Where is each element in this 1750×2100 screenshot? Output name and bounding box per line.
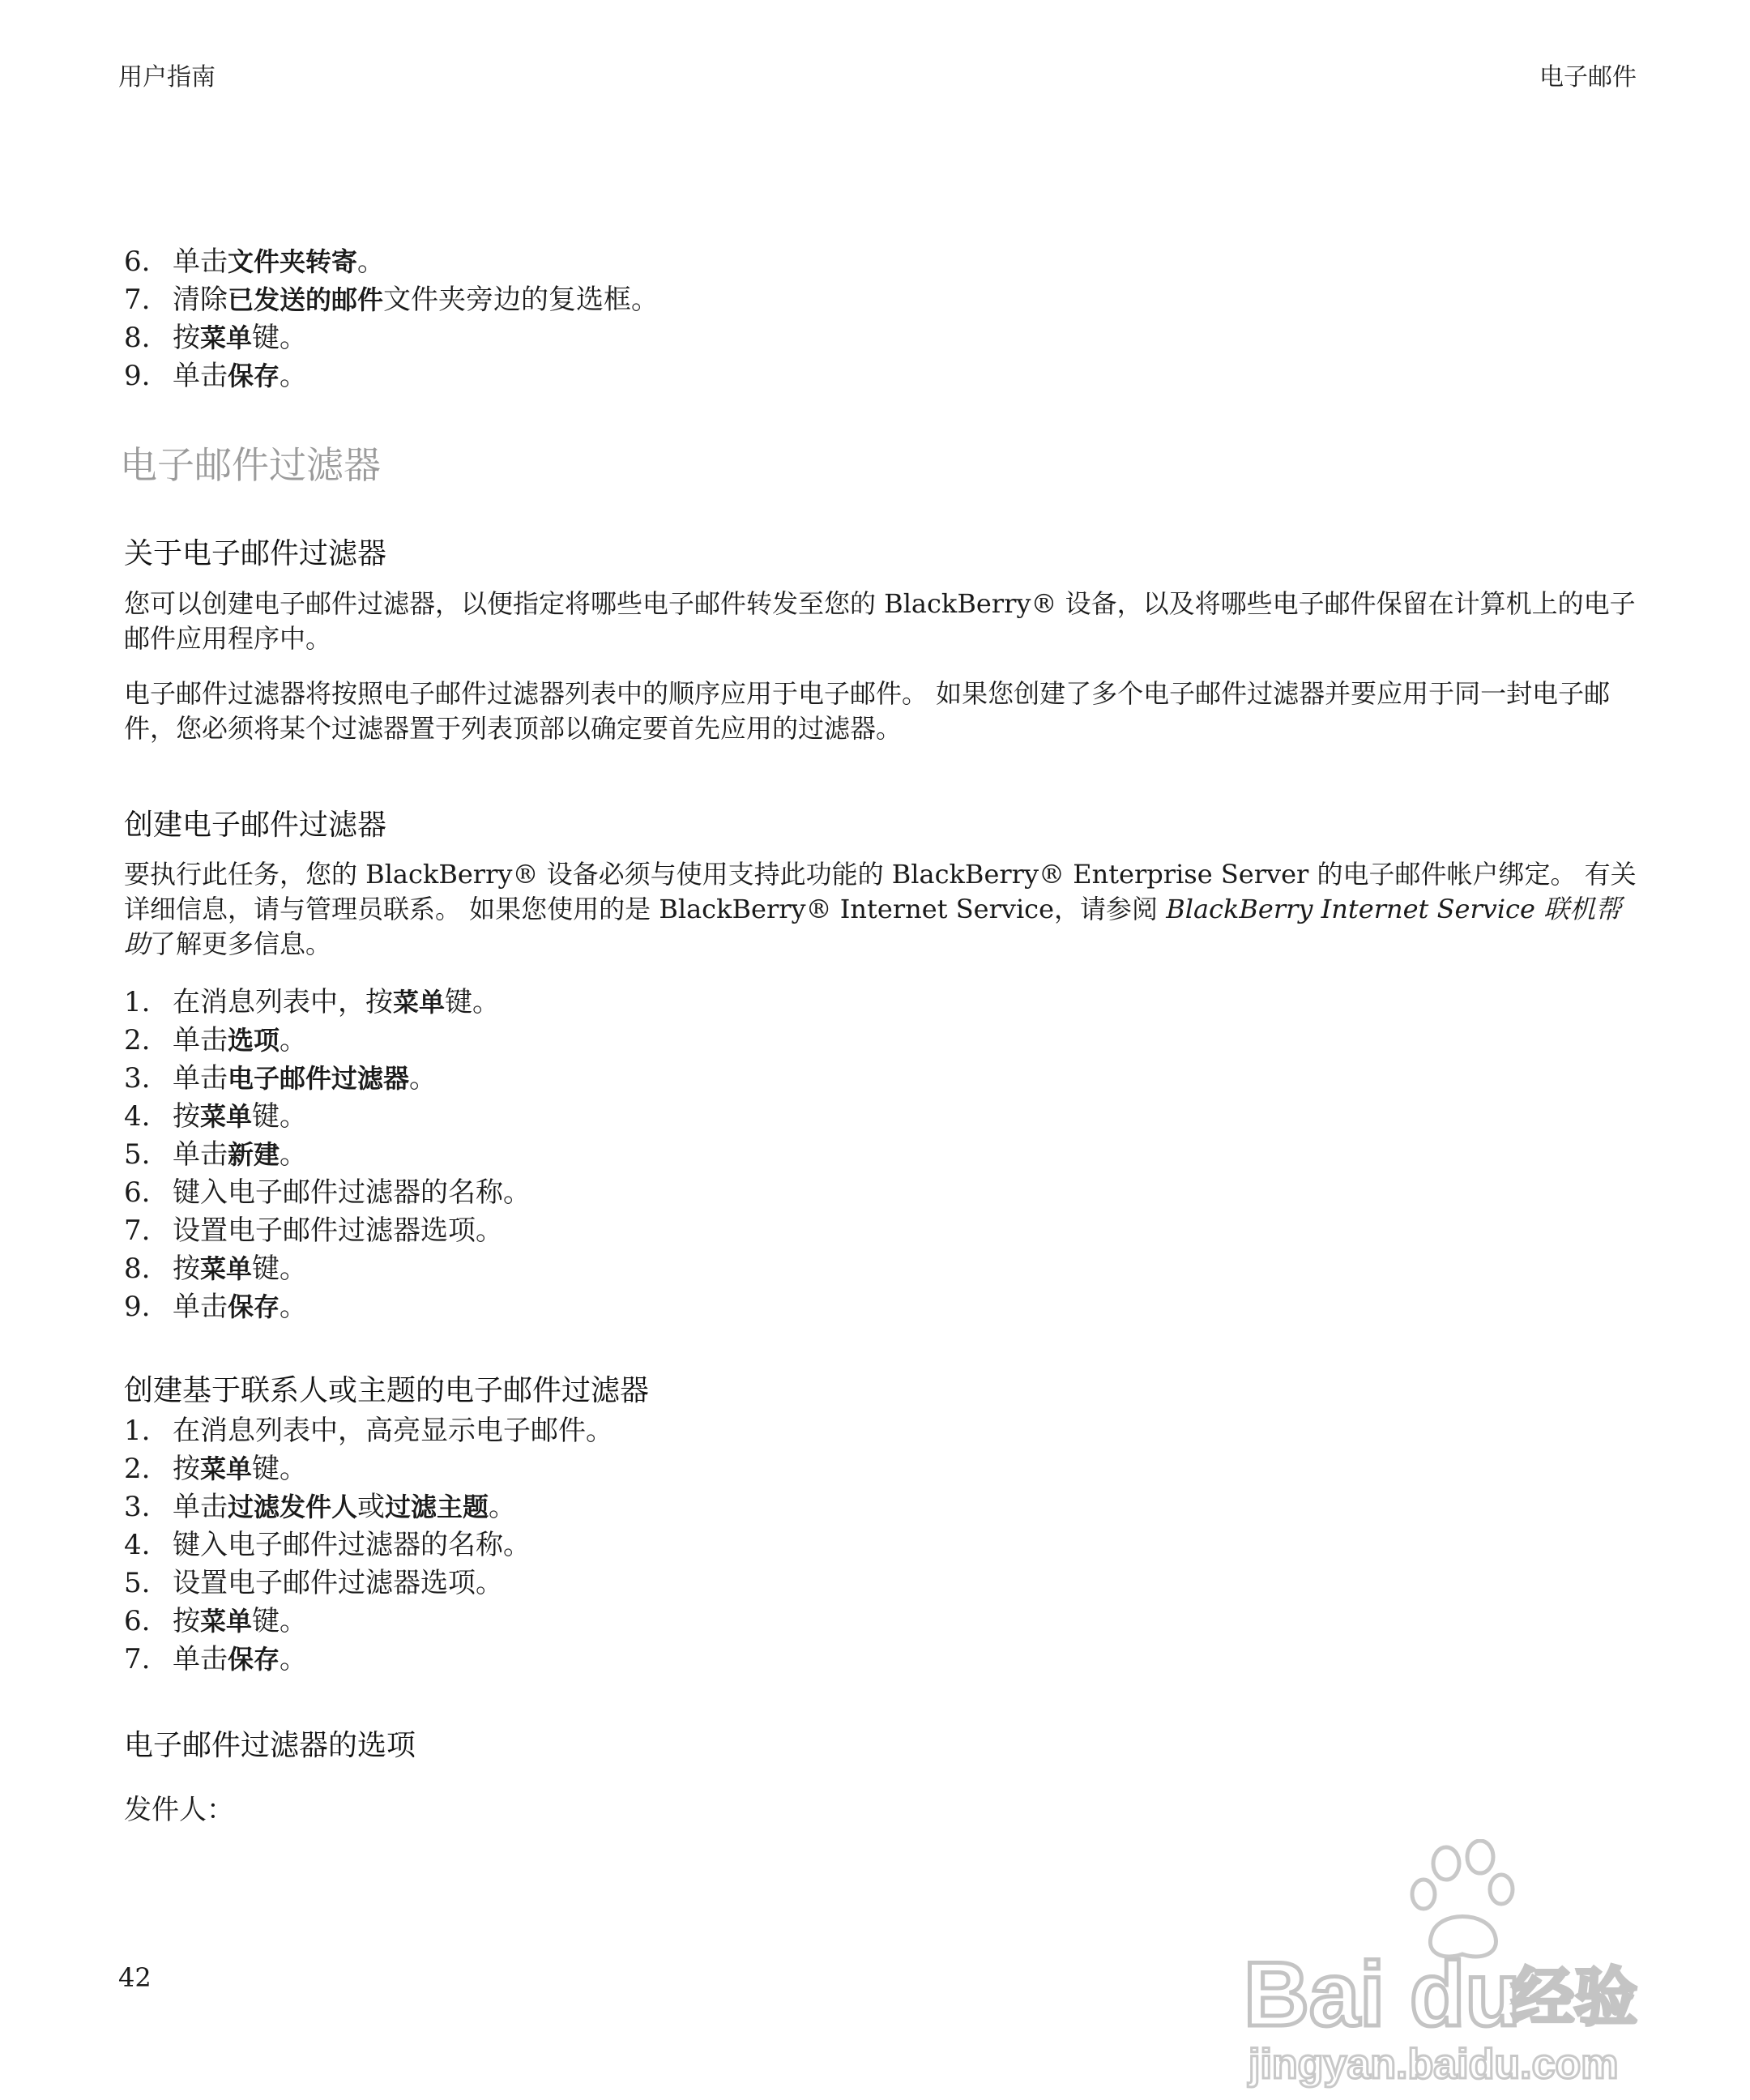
step-text: 键入电子邮件过滤器的名称。 xyxy=(173,1529,531,1561)
step-text: 。 xyxy=(280,1138,308,1171)
step-number: 1. xyxy=(124,1415,151,1447)
section-title: 电子邮件过滤器 xyxy=(120,443,381,487)
step-text: 在消息列表中，按 xyxy=(173,986,393,1018)
step-text: 键。 xyxy=(252,1253,308,1285)
step-number: 2. xyxy=(124,1024,151,1056)
list-item xyxy=(124,984,531,1022)
ui-term: 过滤主题 xyxy=(385,1492,489,1522)
intro-text-end: 了解更多信息。 xyxy=(150,928,332,959)
step-number: 6. xyxy=(124,245,151,278)
step-text: 键。 xyxy=(252,1605,308,1637)
list-item xyxy=(124,1060,531,1098)
step-text: 。 xyxy=(280,1643,308,1675)
step-number: 7. xyxy=(124,1643,151,1675)
ui-term: 过滤发件人 xyxy=(228,1492,358,1522)
watermark-cn: 经验 xyxy=(1511,1961,1638,2034)
step-text: 键。 xyxy=(445,986,501,1018)
step-text: 键。 xyxy=(252,1100,308,1133)
ui-term: 菜单 xyxy=(200,322,253,353)
step-text: 单击 xyxy=(173,245,228,278)
running-header-left: 用户指南 xyxy=(118,63,216,92)
step-number: 5. xyxy=(124,1567,151,1599)
step-text: 设置电子邮件过滤器选项。 xyxy=(173,1567,503,1599)
ui-term: 文件夹转寄 xyxy=(228,246,358,277)
step-text: 键。 xyxy=(252,1453,308,1485)
ui-term: 菜单 xyxy=(200,1606,253,1637)
list-item xyxy=(124,319,659,357)
paw-toe xyxy=(1412,1880,1435,1909)
contact-filter-heading: 创建基于联系人或主题的电子邮件过滤器 xyxy=(124,1374,650,1407)
page-number: 42 xyxy=(118,1962,152,1993)
step-text: 在消息列表中，高亮显示电子邮件。 xyxy=(173,1415,613,1447)
step-number: 7. xyxy=(124,1214,151,1247)
paw-toe xyxy=(1490,1875,1513,1904)
step-text: 。 xyxy=(280,1291,308,1323)
step-text: 按 xyxy=(173,1100,200,1133)
create-heading: 创建电子邮件过滤器 xyxy=(124,809,387,842)
ui-term: 电子邮件过滤器 xyxy=(228,1063,410,1094)
ui-term: 保存 xyxy=(228,361,280,391)
running-header-right: 电子邮件 xyxy=(1539,63,1637,92)
step-text: 单击 xyxy=(173,360,228,392)
ui-term: 已发送的邮件 xyxy=(228,284,384,315)
steps-list-create-filter xyxy=(124,984,531,1326)
step-number: 2. xyxy=(124,1453,151,1485)
step-number: 3. xyxy=(124,1491,151,1523)
list-item xyxy=(124,1603,613,1641)
about-heading: 关于电子邮件过滤器 xyxy=(124,537,387,570)
step-number: 3. xyxy=(124,1062,151,1095)
list-item xyxy=(124,1098,531,1136)
step-number: 8. xyxy=(124,1253,151,1285)
list-item xyxy=(124,1564,613,1603)
baidu-watermark-logo xyxy=(1244,1839,1665,2090)
step-number: 1. xyxy=(124,986,151,1018)
list-item xyxy=(124,281,659,319)
step-text: 单击 xyxy=(173,1643,228,1675)
step-number: 9. xyxy=(124,360,151,392)
from-label: 发件人： xyxy=(124,1794,234,1826)
step-text: 按 xyxy=(173,322,200,354)
list-item xyxy=(124,1526,613,1564)
step-text: 。 xyxy=(280,360,308,392)
ui-term: 选项 xyxy=(228,1025,280,1056)
step-text: 或 xyxy=(357,1491,386,1523)
steps-list-contact-filter xyxy=(124,1412,613,1679)
ui-term: 保存 xyxy=(228,1644,280,1675)
step-number: 6. xyxy=(124,1605,151,1637)
step-number: 7. xyxy=(124,284,151,316)
step-number: 4. xyxy=(124,1529,151,1561)
paw-toe xyxy=(1467,1841,1493,1873)
intro-text: 要执行此任务，您的 BlackBerry® 设备必须与使用支持此功能的 BlackBerry® Enterprise Server 的电子邮件帐户绑定。 有关详细信息，请与管理员联系。 如果您使用的是 BlackBerry® Internet Service，请参阅 xyxy=(124,859,1637,924)
ui-term: 菜单 xyxy=(200,1101,253,1132)
list-item xyxy=(124,1174,531,1212)
step-text: 按 xyxy=(173,1605,200,1637)
step-text: 。 xyxy=(489,1491,517,1523)
options-heading: 电子邮件过滤器的选项 xyxy=(124,1729,416,1762)
online-help-title: BlackBerry Internet Service 联机帮助 xyxy=(124,894,1622,959)
ui-term: 菜单 xyxy=(200,1253,253,1284)
about-paragraph-2: 电子邮件过滤器将按照电子邮件过滤器列表中的顺序应用于电子邮件。 如果您创建了多个电子邮件过滤器并要应用于同一封电子邮件，您必须将某个过滤器置于列表顶部以确定要首先应用的过滤器。 xyxy=(124,678,1611,744)
create-intro-paragraph xyxy=(124,857,1643,962)
ui-term: 保存 xyxy=(228,1291,280,1322)
step-text: 。 xyxy=(280,1024,308,1056)
step-number: 8. xyxy=(124,322,151,354)
step-text: 。 xyxy=(409,1062,438,1095)
watermark-brand: Bai xyxy=(1244,1944,1385,2045)
list-item xyxy=(124,243,659,281)
step-number: 9. xyxy=(124,1291,151,1323)
list-item xyxy=(124,1022,531,1060)
list-item xyxy=(124,357,659,395)
step-text: 清除 xyxy=(173,284,228,316)
step-text: 按 xyxy=(173,1253,200,1285)
ui-term: 菜单 xyxy=(200,1453,253,1484)
list-item xyxy=(124,1136,531,1174)
step-text: 单击 xyxy=(173,1491,228,1523)
paw-toe xyxy=(1433,1847,1459,1880)
ui-term: 新建 xyxy=(228,1139,280,1170)
step-text: 单击 xyxy=(173,1024,228,1056)
ui-term: 菜单 xyxy=(393,987,446,1018)
steps-list-folder-redirect xyxy=(124,243,659,395)
list-item xyxy=(124,1641,613,1679)
list-item xyxy=(124,1450,613,1488)
about-paragraph-1: 您可以创建电子邮件过滤器，以便指定将哪些电子邮件转发至您的 BlackBerry® 设备，以及将哪些电子邮件保留在计算机上的电子邮件应用程序中。 xyxy=(124,588,1636,654)
watermark-brand-2: du xyxy=(1410,1944,1521,2045)
step-text: 单击 xyxy=(173,1291,228,1323)
step-text: 设置电子邮件过滤器选项。 xyxy=(173,1214,503,1247)
step-text: 键。 xyxy=(252,322,308,354)
step-text: 文件夹旁边的复选框。 xyxy=(383,284,659,316)
list-item xyxy=(124,1212,531,1250)
step-number: 6. xyxy=(124,1176,151,1209)
step-text: 键入电子邮件过滤器的名称。 xyxy=(173,1176,531,1209)
list-item xyxy=(124,1250,531,1288)
step-number: 4. xyxy=(124,1100,151,1133)
step-number: 5. xyxy=(124,1138,151,1171)
step-text: 按 xyxy=(173,1453,200,1485)
step-text: 。 xyxy=(357,245,386,278)
watermark-url: jingyan.baidu.com xyxy=(1248,2041,1619,2088)
list-item xyxy=(124,1488,613,1526)
list-item xyxy=(124,1412,613,1450)
list-item xyxy=(124,1288,531,1326)
step-text: 单击 xyxy=(173,1138,228,1171)
step-text: 单击 xyxy=(173,1062,228,1095)
